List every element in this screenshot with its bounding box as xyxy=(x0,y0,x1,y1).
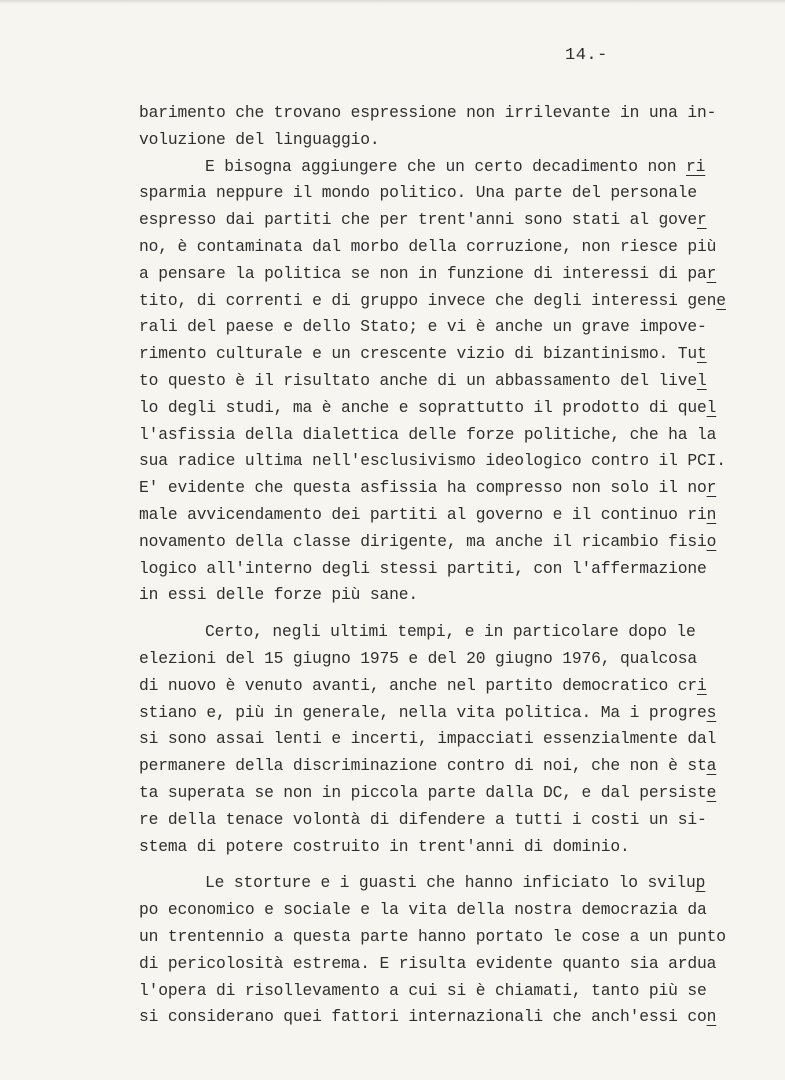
line-text: ta superata se non in piccola parte dalla DC, e dal persist xyxy=(139,782,707,802)
hyphen-underline-tail: s xyxy=(706,702,717,722)
text-line xyxy=(139,314,739,341)
line-text: male avvicendamento dei partiti al governo e il continuo ri xyxy=(139,504,707,524)
line-text: barimento che trovano espressione non irrilevante in una in- xyxy=(139,103,717,122)
line-text: E bisogna aggiungere che un certo decadimento non xyxy=(205,156,687,176)
hyphen-underline-tail: l xyxy=(706,397,717,417)
line-text: rali del paese e dello Stato; e vi è anche un grave impove- xyxy=(139,317,707,337)
text-line xyxy=(139,726,739,753)
line-text: un trentennio a questa parte hanno portato le cose a un punto xyxy=(139,926,726,946)
hyphen-underline-tail: i xyxy=(696,675,707,695)
text-line xyxy=(139,951,739,978)
text-line xyxy=(139,154,739,181)
line-text: stema di potere costruito in trent'anni di dominio. xyxy=(139,836,630,856)
line-text: rimento culturale e un crescente vizio di bizantinismo. Tu xyxy=(139,344,697,364)
line-text: logico all'interno degli stessi partiti, con l'affermazione xyxy=(139,558,707,578)
hyphen-underline-tail: n xyxy=(706,504,717,524)
text-line xyxy=(139,897,739,924)
text-line xyxy=(139,834,739,861)
text-line xyxy=(139,582,739,609)
text-line xyxy=(139,288,739,315)
line-text: a pensare la politica se non in funzione di interessi di pa xyxy=(139,263,707,283)
text-line xyxy=(139,341,739,368)
page-number: 14.- xyxy=(565,46,608,65)
hyphen-underline-tail: p xyxy=(695,873,706,893)
line-text: si sono assai lenti e incerti, impacciati essenzialmente dal xyxy=(139,729,717,749)
line-text: to questo è il risultato anche di un abbassamento del live xyxy=(139,370,697,390)
line-text: l'opera di risollevamento a cui si è chiamati, tanto più se xyxy=(139,980,707,1000)
paragraph xyxy=(139,870,739,1031)
hyphen-underline-tail: a xyxy=(706,756,717,776)
line-text: tito, di correnti e di gruppo invece che degli interessi gen xyxy=(139,290,717,310)
line-text: in essi delle forze più sane. xyxy=(139,585,418,605)
text-line xyxy=(139,207,739,234)
text-line xyxy=(139,368,739,395)
line-text: voluzione del linguaggio. xyxy=(139,129,380,149)
paragraph xyxy=(139,100,739,154)
text-line xyxy=(139,870,739,897)
paragraph xyxy=(139,619,739,860)
text-line xyxy=(139,619,739,646)
line-text: l'asfissia della dialettica delle forze politiche, che ha la xyxy=(139,424,717,444)
line-text: no, è contaminata dal morbo della corruzione, non riesce più xyxy=(139,236,717,256)
text-line xyxy=(139,529,739,556)
text-line xyxy=(139,261,739,288)
body-text xyxy=(139,100,739,1031)
line-text: Certo, negli ultimi tempi, e in particolare dopo le xyxy=(205,622,696,642)
text-line xyxy=(139,673,739,700)
text-line xyxy=(139,1004,739,1031)
text-line xyxy=(139,234,739,261)
text-line xyxy=(139,556,739,583)
line-text: di pericolosità estrema. E risulta evidente quanto sia ardua xyxy=(139,953,717,973)
line-text: novamento della classe dirigente, ma anche il ricambio fisi xyxy=(139,531,707,551)
hyphen-underline-tail: o xyxy=(706,531,717,551)
line-text: espresso dai partiti che per trent'anni sono stati al gove xyxy=(139,210,697,230)
hyphen-underline-tail: e xyxy=(716,290,726,310)
text-line xyxy=(139,100,739,127)
text-line xyxy=(139,780,739,807)
hyphen-underline-tail: l xyxy=(696,370,707,390)
paragraph-gap xyxy=(139,609,739,619)
line-text: sua radice ultima nell'esclusivismo ideologico contro il PCI. xyxy=(139,451,726,471)
hyphen-underline-tail: r xyxy=(696,210,707,230)
line-text: Le storture e i guasti che hanno inficiato lo svilu xyxy=(205,873,696,893)
hyphen-underline-tail: ri xyxy=(686,156,706,176)
line-text: E' evidente che questa asfissia ha compresso non solo il no xyxy=(139,478,707,498)
line-text: sparmia neppure il mondo politico. Una parte del personale xyxy=(139,183,697,203)
line-text: po economico e sociale e la vita della nostra democrazia da xyxy=(139,900,707,920)
line-text: di nuovo è venuto avanti, anche nel partito democratico cr xyxy=(139,675,697,695)
hyphen-underline-tail: n xyxy=(706,1007,717,1027)
hyphen-underline-tail: t xyxy=(696,344,707,364)
text-line xyxy=(139,448,739,475)
text-line xyxy=(139,978,739,1005)
text-line xyxy=(139,807,739,834)
text-line xyxy=(139,475,739,502)
line-text: si considerano quei fattori internazionali che anch'essi co xyxy=(139,1007,707,1027)
text-line xyxy=(139,127,739,154)
text-line xyxy=(139,700,739,727)
line-text: stiano e, più in generale, nella vita politica. Ma i progre xyxy=(139,702,707,722)
line-text: permanere della discriminazione contro di noi, che non è st xyxy=(139,756,707,776)
hyphen-underline-tail: e xyxy=(706,782,717,802)
paragraph xyxy=(139,154,739,610)
hyphen-underline-tail: r xyxy=(706,478,717,498)
text-line xyxy=(139,753,739,780)
line-text: re della tenace volontà di difendere a tutti i costi un si- xyxy=(139,809,707,829)
text-line xyxy=(139,395,739,422)
line-text: lo degli studi, ma è anche e soprattutto il prodotto di que xyxy=(139,397,707,417)
text-line xyxy=(139,924,739,951)
text-line xyxy=(139,502,739,529)
line-text: elezioni del 15 giugno 1975 e del 20 giugno 1976, qualcosa xyxy=(139,648,697,668)
text-line xyxy=(139,422,739,449)
text-line xyxy=(139,646,739,673)
hyphen-underline-tail: r xyxy=(706,263,717,283)
paragraph-gap xyxy=(139,860,739,870)
text-line xyxy=(139,180,739,207)
